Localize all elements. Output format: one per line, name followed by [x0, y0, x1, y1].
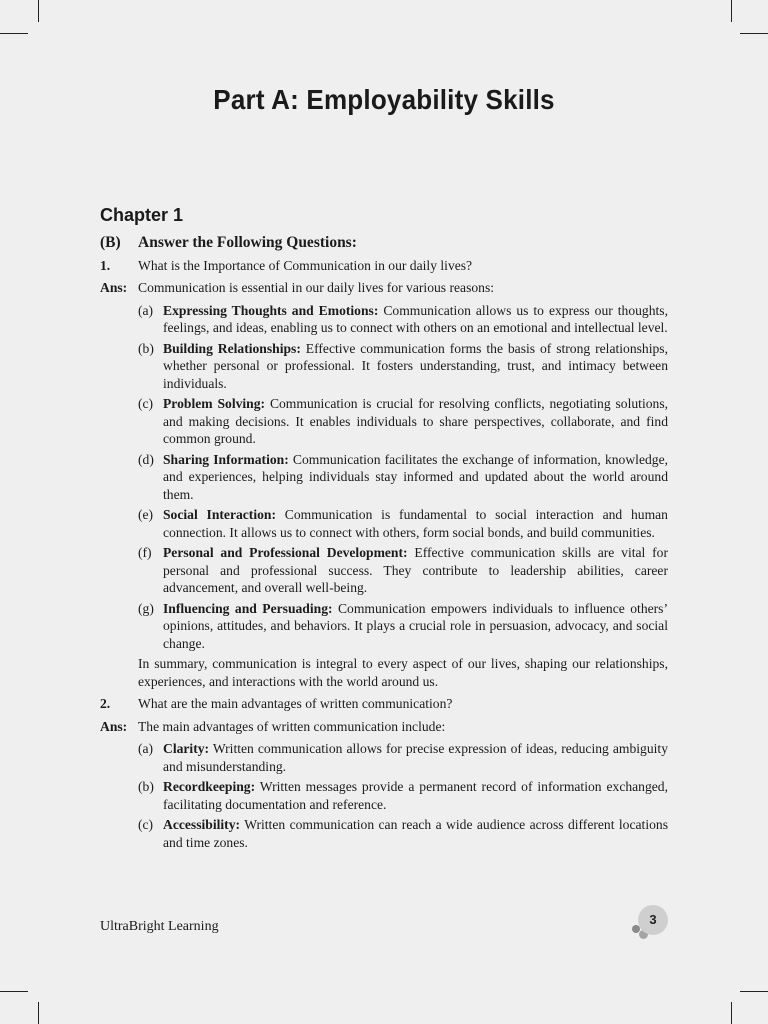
answer-2-list — [138, 740, 668, 851]
item-marker: (a) — [138, 302, 154, 318]
answer-label: Ans: — [100, 280, 128, 295]
page-number-badge — [630, 905, 670, 941]
list-item — [138, 395, 668, 448]
question-2 — [100, 695, 668, 713]
item-text: Written messages provide a permanent record of information exchanged, facilitating documentation and reference. — [163, 779, 669, 812]
question-1 — [100, 257, 668, 275]
item-marker: (b) — [138, 779, 154, 794]
item-marker: (e) — [138, 507, 154, 522]
item-text: Effective communication skills are vital for personal and professional success. They contribute to leadership abilities, career advancement, and overall well-being. — [163, 545, 668, 595]
list-item — [138, 600, 668, 653]
item-heading: Building Relationships: — [163, 340, 301, 356]
section-title: Answer the Following Questions: — [138, 234, 357, 251]
item-marker: (c) — [138, 817, 154, 832]
question-text: What is the Importance of Communication in our daily lives? — [138, 257, 473, 273]
list-item — [138, 340, 668, 393]
item-heading: Recordkeeping: — [163, 779, 256, 794]
answer-label: Ans: — [100, 718, 128, 734]
item-text: Communication allows us to express our thoughts, feelings, and ideas, enabling us to connect with others on an emotional and intellectual level. — [163, 302, 668, 335]
item-text: Communication is crucial for resolving conflicts, negotiating solutions, and making decisions. It enables individuals to share perspectives, collaborate, and find common ground. — [163, 396, 669, 446]
section-heading — [100, 234, 668, 252]
question-text: What are the main advantages of written communication? — [138, 696, 453, 711]
page-number: 3 — [638, 905, 668, 935]
list-item — [138, 740, 668, 775]
answer-2-intro — [100, 718, 668, 736]
item-text: Written communication can reach a wide audience across different locations and time zones. — [163, 817, 668, 850]
item-marker: (a) — [138, 741, 154, 756]
answer-intro: The main advantages of written communication include: — [138, 718, 446, 734]
publisher-name: UltraBright Learning — [100, 919, 219, 934]
item-marker: (d) — [138, 451, 154, 467]
answer-intro: Communication is essential in our daily lives for various reasons: — [138, 280, 495, 295]
item-heading: Influencing and Persuading: — [163, 600, 333, 616]
item-text: Effective communication forms the basis of strong relationships, whether personal or professional. It fosters understanding, trust, and intimacy between individuals. — [163, 340, 668, 391]
list-item — [138, 451, 668, 504]
item-heading: Expressing Thoughts and Emotions: — [163, 302, 379, 318]
item-text: Communication is fundamental to social interaction and human connection. It allows us to connect with others, form social bonds, and build communities. — [163, 507, 668, 540]
page-title: Part A: Employability Skills — [213, 84, 555, 115]
item-text: Communication facilitates the exchange of information, knowledge, and experiences, helping individuals stay informed and updated about the world around them. — [163, 451, 669, 502]
list-item — [138, 816, 668, 851]
crop-mark — [0, 33, 28, 34]
list-item — [138, 506, 668, 541]
item-heading: Clarity: — [163, 741, 210, 756]
question-number: 2. — [100, 696, 111, 711]
question-number: 1. — [100, 257, 111, 273]
item-heading: Sharing Information: — [163, 451, 289, 467]
crop-mark — [740, 991, 768, 992]
item-text: Communication empowers individuals to influence others’ opinions, attitudes, and behaviors. It plays a crucial role in persuasion, advocacy, and social change. — [163, 600, 668, 651]
crop-mark — [731, 0, 732, 22]
item-heading: Problem Solving: — [163, 396, 266, 411]
answer-1-intro — [100, 279, 668, 297]
section-label: (B) — [100, 234, 121, 251]
item-heading: Social Interaction: — [163, 507, 276, 522]
item-marker: (f) — [138, 545, 152, 560]
item-marker: (g) — [138, 600, 154, 616]
list-item — [138, 544, 668, 597]
answer-summary: In summary, communication is integral to every aspect of our lives, shaping our relationships, experiences, and interactions with the world around us. — [138, 656, 668, 689]
crop-mark — [740, 33, 768, 34]
crop-mark — [38, 1002, 39, 1024]
list-item — [138, 302, 668, 337]
item-marker: (c) — [138, 396, 154, 411]
chapter-heading: Chapter 1 — [100, 205, 184, 225]
answer-1-list — [138, 302, 668, 653]
crop-mark — [38, 0, 39, 22]
item-marker: (b) — [138, 340, 154, 356]
item-heading: Accessibility: — [163, 817, 241, 832]
item-text: Written communication allows for precise expression of ideas, reducing ambiguity and misunderstanding. — [163, 741, 668, 774]
page-content — [100, 234, 668, 854]
list-item — [138, 778, 668, 813]
crop-mark — [0, 991, 28, 992]
item-heading: Personal and Professional Development: — [163, 545, 408, 560]
crop-mark — [731, 1002, 732, 1024]
